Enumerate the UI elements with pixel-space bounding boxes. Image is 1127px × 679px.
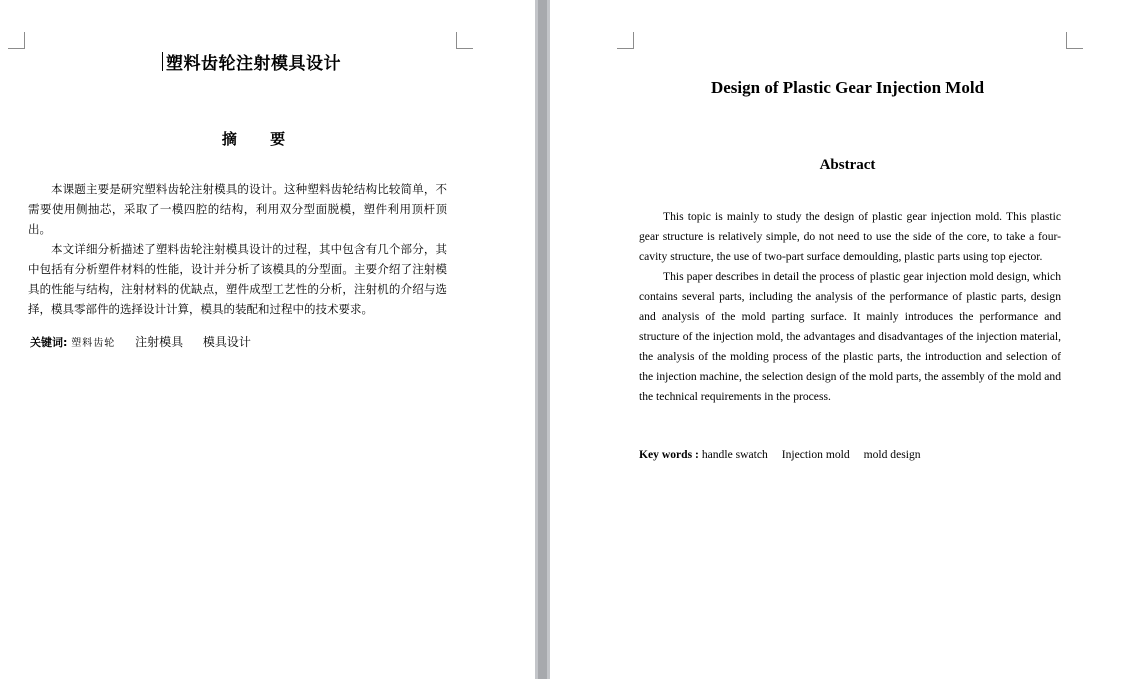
keyword-2: 注射模具 — [135, 335, 184, 349]
abstract-body[interactable] — [639, 207, 1061, 407]
keyword-3: 模具设计 — [202, 335, 251, 349]
document-page-english[interactable] — [550, 0, 1127, 679]
keyword-1: handle swatch — [701, 448, 768, 461]
abstract-heading[interactable]: Abstract — [819, 157, 876, 173]
page-title[interactable]: 塑料齿轮注射模具设计 — [166, 54, 341, 74]
document-page-chinese[interactable] — [0, 0, 535, 679]
abstract-paragraph-1[interactable]: 本课题主要是研究塑料齿轮注射模具的设计。这种塑料齿轮结构比较简单，不需要使用侧抽芯，采取了一模四腔的结构，利用双分型面脱模，塑件利用顶杆顶出。 — [28, 182, 447, 236]
page-title[interactable]: Design of Plastic Gear Injection Mold — [710, 78, 985, 97]
abstract-paragraph-1[interactable]: This topic is mainly to study the design of plastic gear injection mold. This plastic gear structure is relatively simple, do not need to use the side of the core, to take a four-cavity structure, the use of two-part surface demoulding, plastic parts using top ejector. — [639, 210, 1061, 263]
keyword-1: 塑料齿轮 — [71, 338, 116, 349]
abstract-paragraph-2[interactable]: This paper describes in detail the process of plastic gear injection mold design, which contains several parts, including the analysis of the performance of plastic parts, design and analysis of the mold parting surface. It mainly introduces the performance and structure of the injection mold, the advantages and disadvantages of the injection material, the analysis of the molding process of the plastic parts, the introduction and selection of the injection machine, the selection design of the mold parts, the assembly of the mold and the technical requirements in the process. — [639, 270, 1061, 403]
abstract-body[interactable] — [28, 179, 447, 319]
keywords-label: Key words : — [639, 448, 699, 461]
keyword-3: mold design — [863, 448, 921, 461]
crop-mark-top-left — [617, 32, 634, 49]
crop-mark-top-right — [1066, 32, 1083, 49]
keyword-2: Injection mold — [781, 448, 850, 461]
abstract-heading[interactable]: 摘 要 — [221, 130, 300, 148]
abstract-paragraph-2[interactable]: 本文详细分析描述了塑料齿轮注射模具设计的过程，其中包含有几个部分，其中包括有分析塑件材料的性能，设计并分析了该模具的分型面。主要介绍了注射模具的性能与结构，注射材料的优缺点，塑件成型工艺性的分析，注射机的介绍与选择，模具零部件的选择设计计算，模具的装配和过程中的技术要求。 — [28, 242, 447, 316]
crop-mark-top-left — [8, 32, 25, 49]
keywords-line[interactable] — [639, 448, 932, 461]
page-gutter — [535, 0, 550, 679]
keywords-label: 关键词: — [30, 336, 68, 349]
crop-mark-top-right — [456, 32, 473, 49]
keywords-line[interactable] — [30, 333, 267, 350]
